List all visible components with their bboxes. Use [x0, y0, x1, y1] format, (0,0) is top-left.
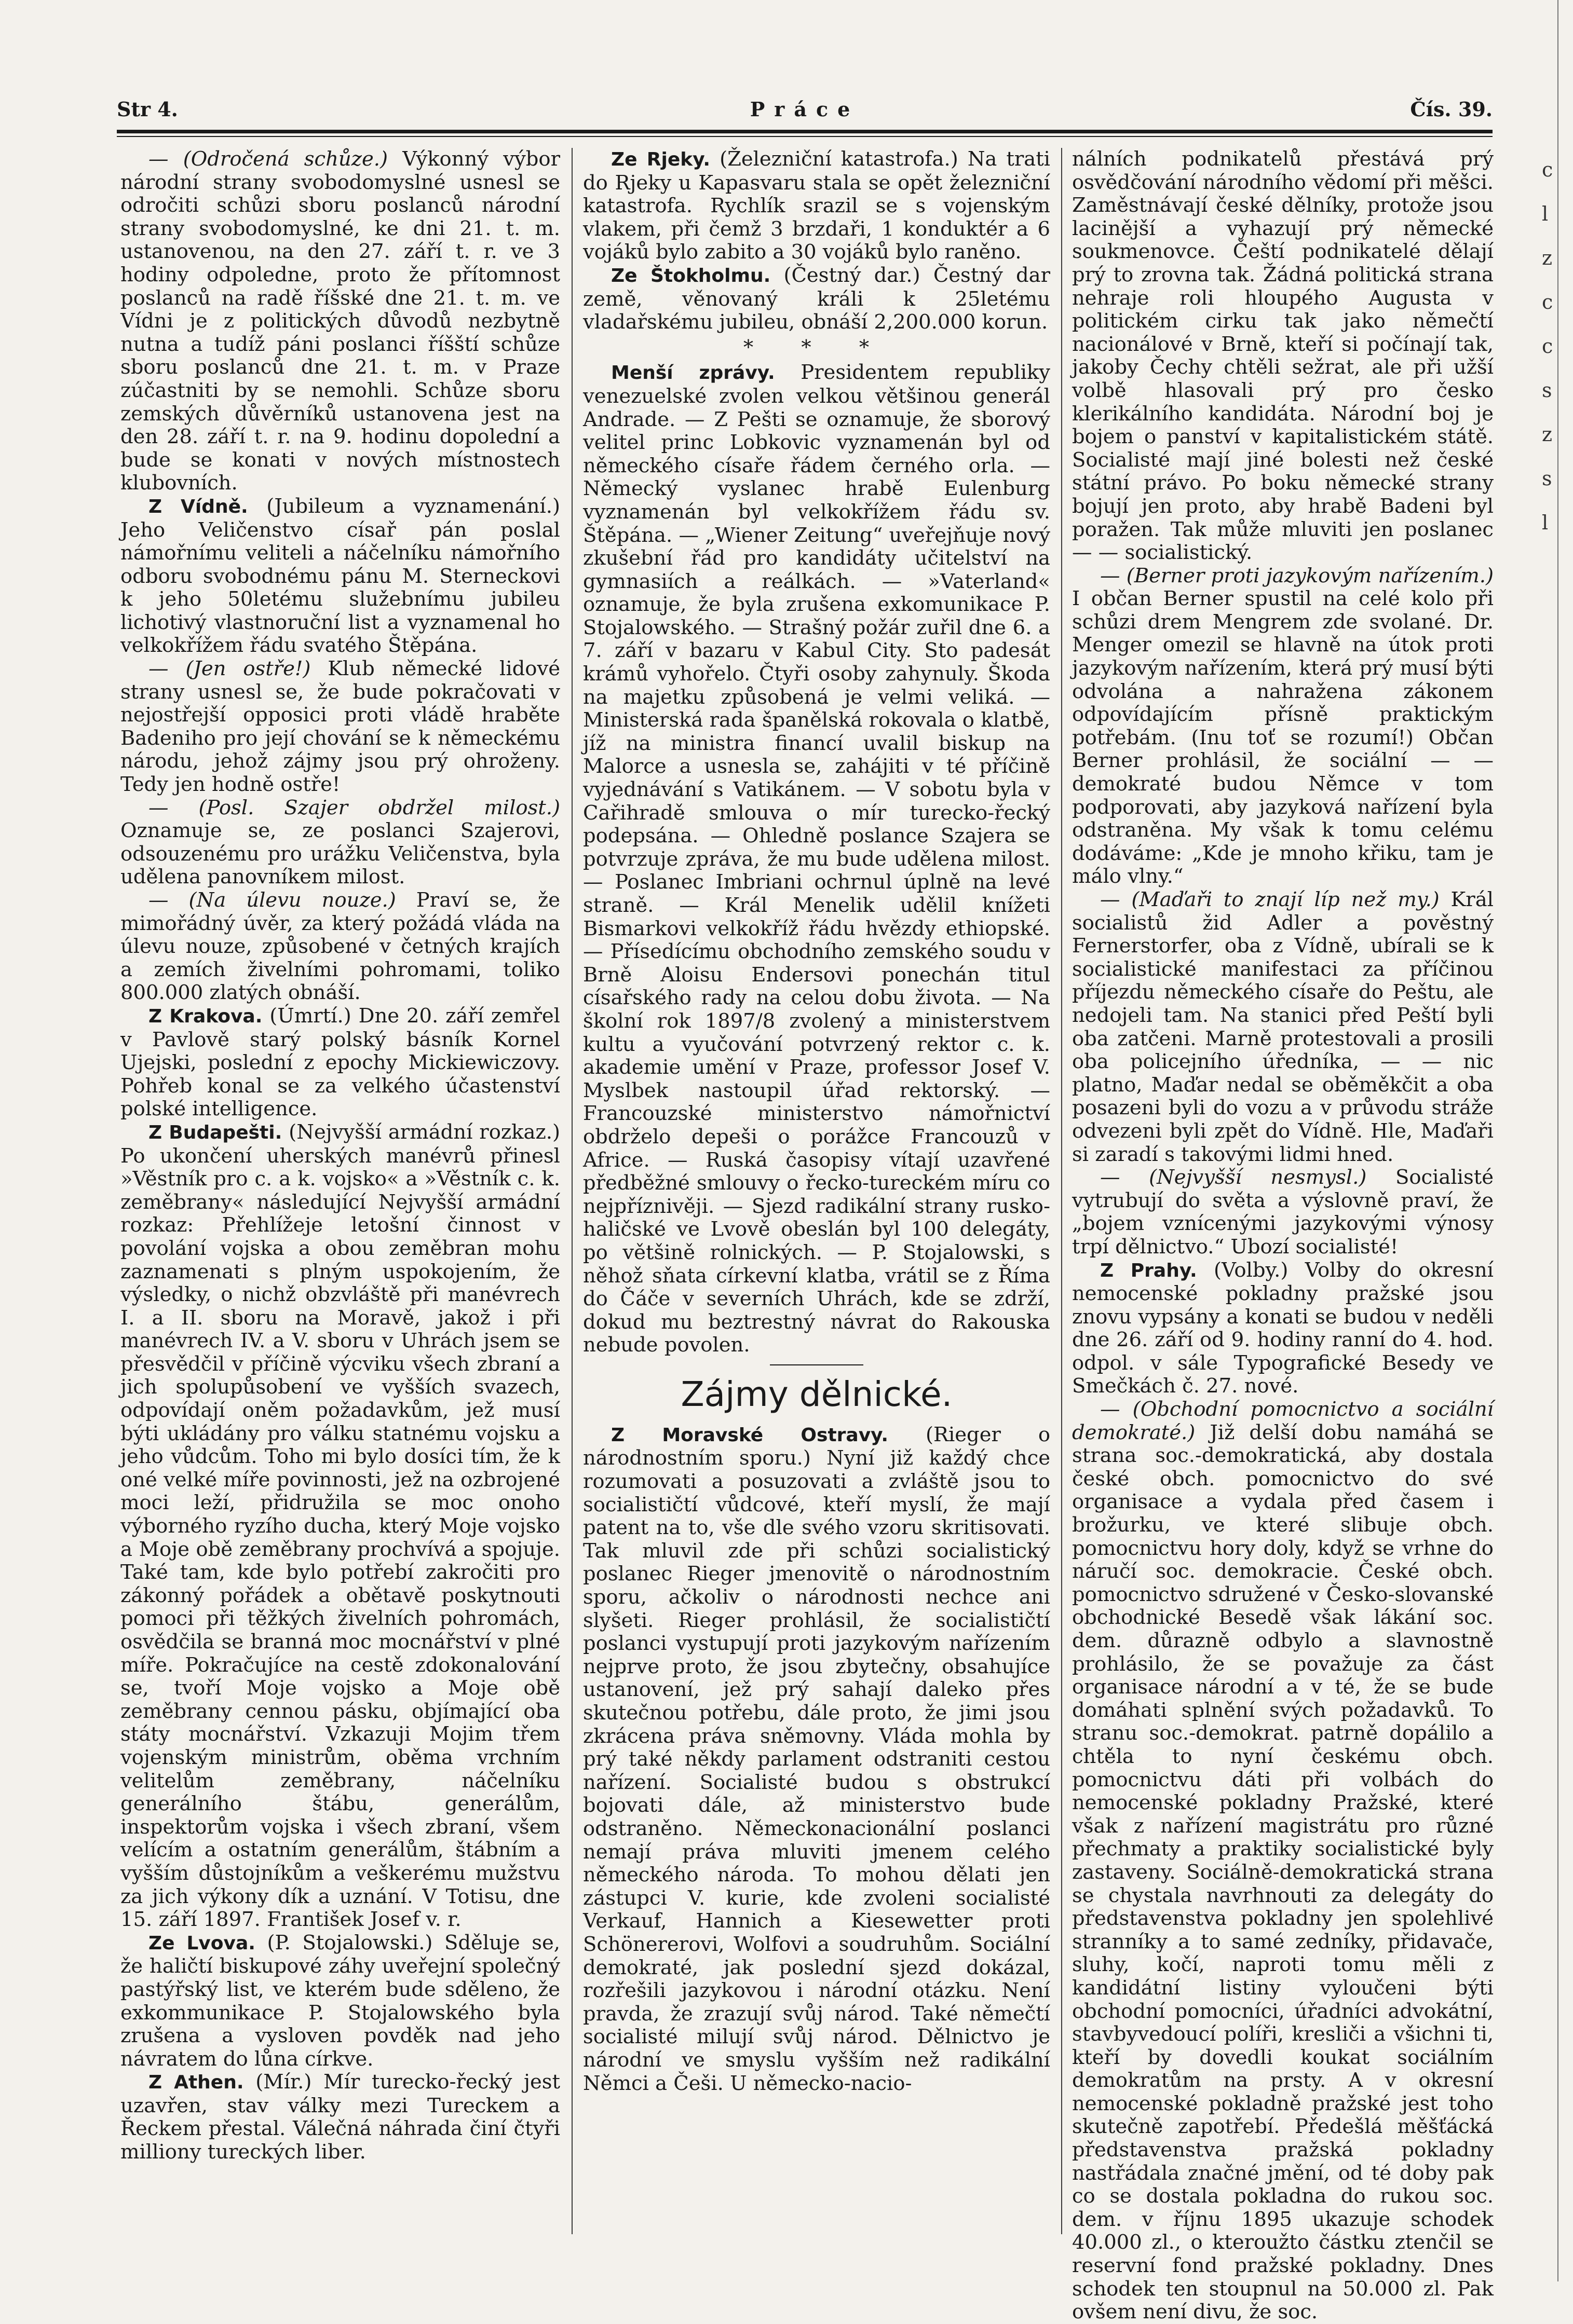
article-paragraph — [120, 1932, 560, 2071]
header-rule-thin — [117, 136, 1493, 137]
article-heading: Z Krakova. — [148, 1005, 263, 1027]
article-heading: Z Vídně. — [148, 496, 248, 517]
edge-letter: s — [1542, 467, 1552, 490]
header-rule — [117, 130, 1493, 133]
article-paragraph — [1072, 1259, 1494, 1399]
article-text: Oznamuje se, ze poslanci Szajerovi, odsouzenému pro urážku Veličenstva, byla udělena panovníkem milost. — [120, 819, 560, 889]
article-text: (Čestný dar.) Čestný dar země, věnovaný králi k 25letému vladařskému jubileu, obnáší 2,200.000 korun. — [583, 263, 1050, 334]
section-divider — [770, 1364, 863, 1365]
article-heading: — (Nejvyšší nesmysl.) — [1100, 1166, 1367, 1190]
article-text: (Rieger o národnostním sporu.) Nyní již každý chce rozumovati a posuzovati a zvláště jsou to socialističtí vůdcové, kteří myslí, že mají patent na to, vše dle svého vzoru skritisovati. Tak mluvil zde při schůzi socialistický poslanec Rieger jmenovitě o národnostním sporu, ačkoliv o národnosti nechce ani slyšeti. Rieger prohlásil, že socialističtí poslanci vystupují proti jazykovým nařízením nejprve proto, že jsou zbytečny, obsahujíce ustanovení, jež prý sahají daleko přes skutečnou potřebu, dále proto, že jimi jsou zkrácena práva sněmovny. Vláda mohla by prý také někdy parlament odstraniti cestou nařízení. Socialisté budou s obstrukcí bojovati dále, až ministerstvo bude odstraněno. Německonacionální poslanci nemají práva mluviti jmenem celého německého národa. To mohou dělati jen zástupci V. kurie, kde zvoleni socialisté Verkauf, Hannich a Kiesewetter proti Schönererovi, Wolfovi a soudruhům. Sociální demokraté, jak poslední sjezd dokázal, rozřešili jazykovou i národní otázku. Není pravda, že zrazují svůj národ. Také němečtí socialisté milují svůj národ. Dělnictvo je národní ve smyslu vyšším než radikální Němci a Češi. U německo-nacio- — [583, 1423, 1050, 2095]
column-separator — [1061, 148, 1062, 2234]
article-heading: Z Moravské Ostravy. — [611, 1424, 889, 1446]
article-heading: Z Prahy. — [1100, 1260, 1197, 1281]
article-text: Výkonný výbor národní strany svobodomyslné usnesl se odročiti schůzi sboru poslanců národní strany svobodomyslné, ke dni 21. t. m. ustanovenou, na den 27. září t. r. ve 3 hodiny odpoledne, proto že přítomnost poslanců na radě říšské dne 21. t. m. ve Vídni je z politických důvodů nezbytně nutna a tudíž páni poslanci říšští schůze sboru poslanců dne 21. t. m. v Praze zúčastniti by se nemohli. Schůze sboru zemských důvěrníků ustanovena jest na den 28. září t. r. na 9. hodinu dopolední a bude se konati v nových místnostech klubovních. — [120, 147, 560, 495]
article-paragraph — [583, 1424, 1050, 2095]
article-heading: — (Jen ostře!) — [148, 657, 311, 681]
article-paragraph — [120, 1005, 560, 1121]
edge-letter: c — [1542, 158, 1553, 181]
article-paragraph — [583, 361, 1050, 1357]
article-text: Presidentem republiky venezuelské zvolen velkou většinou generál Andrade. — Z Pešti se oznamuje, že sborový velitel princ Lobkovic vyznamenán byl od německého císaře řádem černého orla. — Německý vyslanec hrabě Eulenburg vyznamenán byl velkokřížem řádu sv. Štěpána. — „Wiener Zeitung“ uveřejňuje nový zkušební řád pro kandidáty učitelství na gymnasiích a reálkách. — »Vaterland« oznamuje, že byla zrušena exkomunikace P. Stojalowského. — Strašný požár zuřil dne 6. a 7. září v bazaru v Kabul City. Sto padesát krámů vyhořelo. Čtyři osoby zahynuly. Škoda na majetku způsobená je velmi veliká. — Ministerská rada španělská rokovala o klatbě, jíž na ministra financí uvalil biskup na Malorce a usnesla se, zahájiti v té příčině vyjednávání s Vatikánem. — V sobotu byla v Cařihradě smlouva o mír turecko-řecký podepsána. — Ohledně poslance Szajera se potvrzuje zpráva, že mu bude udělena milost. — Poslanec Imbriani ochrnul úplně na levé straně. — Král Menelik udělil knížeti Bismarkovi velkokříž řádu hvězdy ethiopské. — Přísedícímu obchodního zemského soudu v Brně Aloisu Endersovi ponechán titul císařského rady na celou dobu života. — Na školní rok 1897/8 zvolený a ministerstvem kultu a vyučování potvrzený rektor c. k. akademie umění v Praze, professor Josef V. Myslbek nastoupil úřad rektorský. — Francouzské ministerstvo námořnictví obdrželo depeši o porážce Francouzů v Africe. — Ruská časopisy vítají uzavřené předběžné smlouvy o řecko-tureckém míru co nejpříznivěji. — Sjezd radikální strany rusko-haličské ve Lvově obeslán byl 100 delegáty, po většině rolnických. — P. Stojalowski, s něhož sňata církevní klatba, vrátil se z Říma do Čáče v severních Uhrách, kde se zdrží, dokud mu beztrestný návrat do Rakouska nebude povolen. — [583, 361, 1050, 1357]
article-text: Praví se, že mimořádný úvěr, za který požádá vláda na úlevu nouze, způsobené v četných krajích a zemích živelními pohromami, toliko 800.000 zlatých obnáší. — [120, 888, 560, 1005]
article-heading: — (Na úlevu nouze.) — [148, 888, 396, 912]
article-paragraph — [120, 2071, 560, 2164]
article-paragraph — [1072, 1398, 1494, 2324]
article-paragraph — [1072, 565, 1494, 888]
article-text: (Úmrtí.) Dne 20. září zemřel v Pavlově starý polský básník Kornel Ujejski, poslední z epochy Mickiewiczovy. Pohřeb konal se za velkého účastenství polské intelligence. — [120, 1004, 560, 1121]
article-heading: — (Obchodní pomocnictvo a sociální demokraté.) — [1072, 1398, 1494, 1444]
column-2 — [583, 148, 1050, 2234]
article-heading: Ze Lvova. — [148, 1932, 255, 1954]
article-heading: Ze Štokholmu. — [611, 265, 771, 286]
article-paragraph — [1072, 1166, 1494, 1259]
article-paragraph — [583, 264, 1050, 334]
issue-number: Čís. 39. — [1410, 98, 1493, 121]
column-1 — [120, 148, 560, 2234]
article-text: nálních podnikatelů přestává prý osvědčování národního vědomí při měšci. Zaměstnávají české dělníky, protože jsou lacinější a vyhazují prý německé soukmenovce. Čeští podnikatelé dělají prý to zrovna tak. Žádná politická strana nehraje roli hloupého Augusta v politickém cirku tak jako němečtí nacionálové v Brně, kteří si počínají tak, jakoby Čechy chtěli sežrat, ale při užší volbě hlasovali prý pro česko klerikálního kandidáta. Národní boj je bojem o panství v kapitalistickém státě. Socialisté mají jiné bolesti než české státní právo. Po boku německé strany bojují jen proto, aby hrabě Badeni byl poražen. Tak může mluviti jen poslanec — — socialistický. — [1072, 147, 1494, 565]
article-heading: Ze Rjeky. — [611, 149, 711, 170]
article-text: Již delší dobu namáhá se strana soc.-demokratická, aby dostala české obch. pomocnictvo do své organisace a vydala před časem i brožurku, ve které slibuje obch. pomocnictvu hory doly, když se vrhne do náručí soc. demokracie. České obch. pomocnictvo sdružené v Česko-slovanské obchodnické Besedě však lákání soc. dem. důrazně odbylo a slavnostně prohlásilo, že se považuje za část organisace národní a v té, že se bude domáhati splnění svých požadavků. To stranu soc.-demokrat. patrně dopálilo a chtěla to nyní českému obch. pomocnictvu dáti při volbách do nemocenské pokladny Pražské, které však z nařízení magistrátu pro různé přechmaty a praktiky socialistické byly zastaveny. Sociálně-demokratická strana se chystala navrhnouti za delegáty do představenstva pokladny jen spolehlivé stranníky a to samé zedníky, přidavače, sluhy, kočí, naproti tomu měli z kandidátní listiny vyloučeni býti obchodní pomocníci, úřadníci advokátní, stavbyvedoucí políři, kresliči a všichni ti, kteří by dovedli koukat sociálním demokratům na prsty. A v okresní nemocenské pokladně pražské jest toho skutečně zapotřebí. Předešlá měšťácká představenstva pražská pokladny nastřádala značné jmění, od té doby pak co se dostala pokladna do rukou soc. dem. v říjnu 1895 ukazuje schodek 40.000 zl., o kteroužto částku ztenčil se reservní fond pražské pokladny. Dnes schodek ten stoupnul na 50.000 zl. Pak ovšem není divu, že soc. — [1072, 1420, 1494, 2324]
edge-letter: z — [1542, 423, 1553, 446]
adjacent-page-edge — [1542, 148, 1573, 2234]
edge-letter: z — [1542, 247, 1553, 269]
section-title: Zájmy dělnické. — [681, 1374, 953, 1414]
article-paragraph — [1072, 148, 1494, 565]
newspaper-title: Práce — [750, 98, 860, 121]
article-paragraph — [583, 148, 1050, 264]
article-heading: — (Posl. Szajer obdržel milost.) — [148, 796, 560, 819]
article-text: (Volby.) Volby do okresní nemocenské pokladny pražské jsou znovu vypsány a konati se budou v neděli dne 26. září od 9. hodiny ranní do 4. hod. odpol. v sále Typografické Besedy ve Smečkách č. 27. nové. — [1072, 1258, 1494, 1398]
article-heading: Menší zprávy. — [611, 362, 775, 384]
section-stars: * * * — [743, 335, 890, 359]
column-3 — [1072, 147, 1494, 2324]
article-paragraph — [120, 797, 560, 889]
column-separator — [572, 148, 573, 2234]
article-text: Socialisté vytrubují do světa a výslovně praví, že „bojem vznícenými jazykovými výnosy trpí dělnictvo.“ Ubozí socialisté! — [1072, 1166, 1494, 1259]
article-text: (Mír.) Mír turecko-řecký jest uzavřen, stav války mezi Tureckem a Řeckem přestal. Válečná náhrada činí čtyři milliony tureckých liber. — [120, 2070, 561, 2164]
edge-letter: c — [1542, 291, 1553, 313]
page-number: Str 4. — [117, 98, 178, 121]
article-text: (Nejvyšší armádní rozkaz.) Po ukončení uherských manévrů přinesl »Věstník pro c. a k. vojsko« a »Věstník c. k. zeměbrany« následující Nejvyšší armádní rozkaz: Přehlížeje letošní činnost v povolání vojska a obou zeměbran mohu zaznamenati s plným uspokojením, že výsledky, o nichž obzvláště při manévrech I. a II. sboru na Moravě, jakož i při manévrech IV. a V. sboru v Uhrách jsem se přesvědčil v příčině výcviku všech zbraní a jich spolupůsobení ve vyšších svazech, odpovídají oněm požadavkům, jež musí býti ukládány pro válku statnému vojsku a jeho vůdcům. Toho mi bylo dosíci tím, že k oné velké míře povinnosti, jež na ozbrojené moci leží, přidružila se moc onoho výborného ryzího ducha, který Moje vojsko a Moje obě zeměbrany prochvívá a spojuje. Také tam, kde bylo potřebí zakročiti pro zákonný pořádek a obětavě poskytnouti pomoci při těžkých živelních pohromách, osvědčila se branná moc mocnářství v plné míře. Pokračujíce na cestě zdokonalování se, tvoří Moje vojsko a Moje obě zeměbrany cennou pásku, objímající oba státy mocnářství. Vzkazuji Mojim třem vojenským ministrům, oběma vrchním velitelům zeměbrany, náčelníku generálního štábu, generálům, inspektorům vojska i všech zbraní, všem velícím a ostatním generálům, štábním a vyšším důstojníkům a veškerému mužstvu za jich výkony dík a uznání. V Totisu, dne 15. září 1897. František Josef v. r. — [120, 1120, 560, 1932]
article-text: (P. Stojalowski.) Sděluje se, že haličtí biskupové záhy uveřejní společný pastýřský list, ve kterém bude sděleno, že exkommunikace P. Stojalowského byla zrušena a vysloven povděk nad jeho návratem do lůna církve. — [120, 1931, 560, 2071]
article-heading: — (Maďaři to znají líp než my.) — [1100, 888, 1440, 911]
article-paragraph — [120, 1121, 560, 1932]
article-paragraph — [120, 658, 560, 797]
article-heading: — (Berner proti jazykovým nařízením.) — [1100, 564, 1494, 587]
page-header — [117, 98, 1493, 129]
article-text: Klub německé lidové strany usnesl se, že bude pokračovati v nejostřejší opposici proti vládě hraběte Badeniho pro její chování se k německému národu, jehož zájmy jsou prý ohroženy. Tedy jen hodně ostře! — [120, 657, 560, 797]
article-paragraph — [120, 495, 560, 658]
article-paragraph — [120, 889, 560, 1005]
article-text: (Železniční katastrofa.) Na trati do Rjeky u Kapasvaru stala se opět železniční katastrofa. Rychlík srazil se s vojenským vlakem, při čemž 3 brzdaři, 1 konduktér a 6 vojáků bylo zabito a 30 vojáků bylo raněno. — [583, 147, 1050, 264]
edge-letter: l — [1542, 202, 1549, 225]
article-paragraph — [1072, 888, 1494, 1166]
article-text: Král socialistů žid Adler a pověstný Fernerstorfer, oba z Vídně, ubírali se k socialistické manifestaci za příčinou příjezdu německého císaře do Peštu, ale nedojeli tam. Na stanici před Peští byli oba zatčeni. Marně protestovali a prosili oba policejního úředníka, — — nic platno, Maďar nedal se oběměkčit a oba posazeni byli do vozu a v průvodu stráže odvezeni byli zpět do Vídně. Hle, Maďaři si zaradí s takovými lidmi hned. — [1072, 888, 1494, 1166]
article-heading: — (Odročená schůze.) — [148, 147, 388, 171]
edge-letter: s — [1542, 379, 1552, 402]
article-heading: Z Athen. — [148, 2072, 244, 2094]
article-paragraph — [120, 148, 560, 495]
edge-letter: c — [1542, 335, 1553, 358]
edge-letter: l — [1542, 511, 1549, 534]
article-text: I občan Berner spustil na celé kolo při schůzi drem Mengrem zde svolané. Dr. Menger omezil se hlavně na útok proti jazykovým nařízením, která prý musí býti odvolána a nahražena zákonem odpovídajícím přísně praktickým potřebám. (Inu toť se rozumí!) Občan Berner prohlásil, že sociální — — demokraté budou Němce v tom podporovati, aby jazyková nařízení byla odstraněna. My však k tomu celému dodáváme: „Kde je mnoho křiku, tam je málo vlny.“ — [1072, 587, 1494, 888]
article-text: (Jubileum a vyznamenání.) Jeho Veličenstvo císař pán poslal námořnímu veliteli a náčelníku námořního odboru svobodnému pánu M. Sterneckovi k jeho 50letému služebnímu jubileu lichotivý vlastnoruční list a vyznamenal ho velkokřížem řádu svatého Štěpána. — [120, 494, 560, 658]
article-heading: Z Budapešti. — [148, 1122, 282, 1143]
